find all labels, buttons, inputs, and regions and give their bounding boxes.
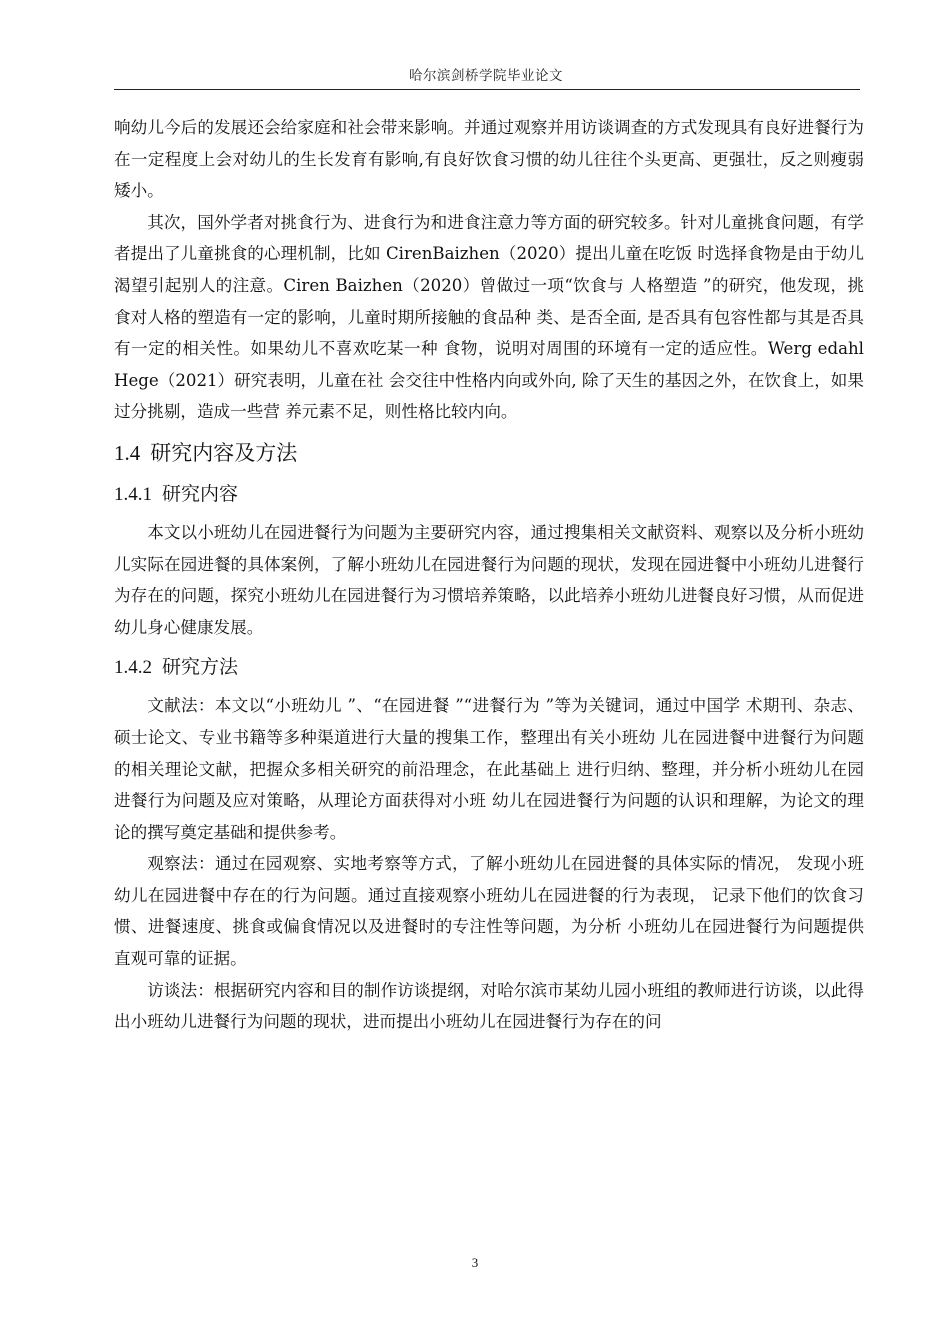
subsection-number: 1.4.1 [114, 483, 152, 505]
subsection-number: 1.4.2 [114, 657, 152, 679]
subsection-heading-1-4-2 [114, 652, 864, 684]
paragraph-literature-method: 文献法：本文以“小班幼儿 ”、“在园进餐 ”“进餐行为 ”等为关键词，通过中国学 术期刊、杂志、硕士论文、专业书籍等多种渠道进行大量的搜集工作，整理出有关小班幼 儿在园进餐中进餐行为问题的相关理论文献，把握众多相关研究的前沿理念，在此基础上 进行归纳、整理，并分析小班幼儿在园进餐行为问题及应对策略，从理论方面获得对小班 幼儿在园进餐行为问题的认识和理解，为论文的理论的撰写奠定基础和提供参考。 [114, 696, 864, 842]
section-heading-1-4 [114, 436, 864, 470]
paragraph-foreign-research: 其次，国外学者对挑食行为、进食行为和进食注意力等方面的研究较多。针对儿童挑食问题，有学者提出了儿童挑食的心理机制，比如 CirenBaizhen（2020）提出儿童在吃饭 时选择食物是由于幼儿渴望引起别人的注意。Ciren Baizhen（2020）曾做过一项“饮食与 人格塑造 ”的研究，他发现，挑食对人格的塑造有一定的影响，儿童时期所接触的食品种 类、是否全面, 是否具有包容性都与其是否具有一定的相关性。如果幼儿不喜欢吃某一种 食物，说明对周围的环境有一定的适应性。Werg edahl Hege（2021）研究表明，儿童在社 会交往中性格内向或外向, 除了天生的基因之外，在饮食上，如果过分挑剔，造成一些营 养元素不足，则性格比较内向。 [114, 212, 864, 422]
document-body [114, 112, 864, 1038]
header-rule [114, 89, 860, 90]
running-header: 哈尔滨剑桥学院毕业论文 [409, 68, 563, 84]
paragraph-interview-method: 访谈法：根据研究内容和目的制作访谈提纲，对哈尔滨市某幼儿园小班组的教师进行访谈，以此得出小班幼儿进餐行为问题的现状，进而提出小班幼儿在园进餐行为存在的问 [114, 980, 864, 1032]
page-number: 3 [471, 1255, 479, 1270]
paragraph-observation-method: 观察法：通过在园观察、实地考察等方式，了解小班幼儿在园进餐的具体实际的情况， 发现小班幼儿在园进餐中存在的行为问题。通过直接观察小班幼儿在园进餐的行为表现， 记录下他们的饮食习惯、进餐速度、挑食或偏食情况以及进餐时的专注性等问题，为分析 小班幼儿在园进餐行为问题提供直观可靠的证据。 [114, 854, 864, 969]
paragraph-intro-continuation: 响幼儿今后的发展还会给家庭和社会带来影响。并通过观察并用访谈调查的方式发现具有良好进餐行为在一定程度上会对幼儿的生长发育有影响,有良好饮食习惯的幼儿往往个头更高、更强壮，反之则瘦弱矮小。 [114, 118, 864, 201]
subsection-heading-1-4-1 [114, 479, 864, 511]
section-number: 1.4 [114, 440, 141, 465]
subsection-title: 研究内容 [162, 483, 239, 505]
section-title: 研究内容及方法 [150, 440, 298, 465]
paragraph-research-content: 本文以小班幼儿在园进餐行为问题为主要研究内容，通过搜集相关文献资料、观察以及分析小班幼儿实际在园进餐的具体案例，了解小班幼儿在园进餐行为问题的现状，发现在园进餐中小班幼儿进餐行为存在的问题，探究小班幼儿在园进餐行为习惯培养策略，以此培养小班幼儿进餐良好习惯，从而促进幼儿身心健康发展。 [114, 522, 864, 637]
subsection-title: 研究方法 [162, 657, 239, 679]
